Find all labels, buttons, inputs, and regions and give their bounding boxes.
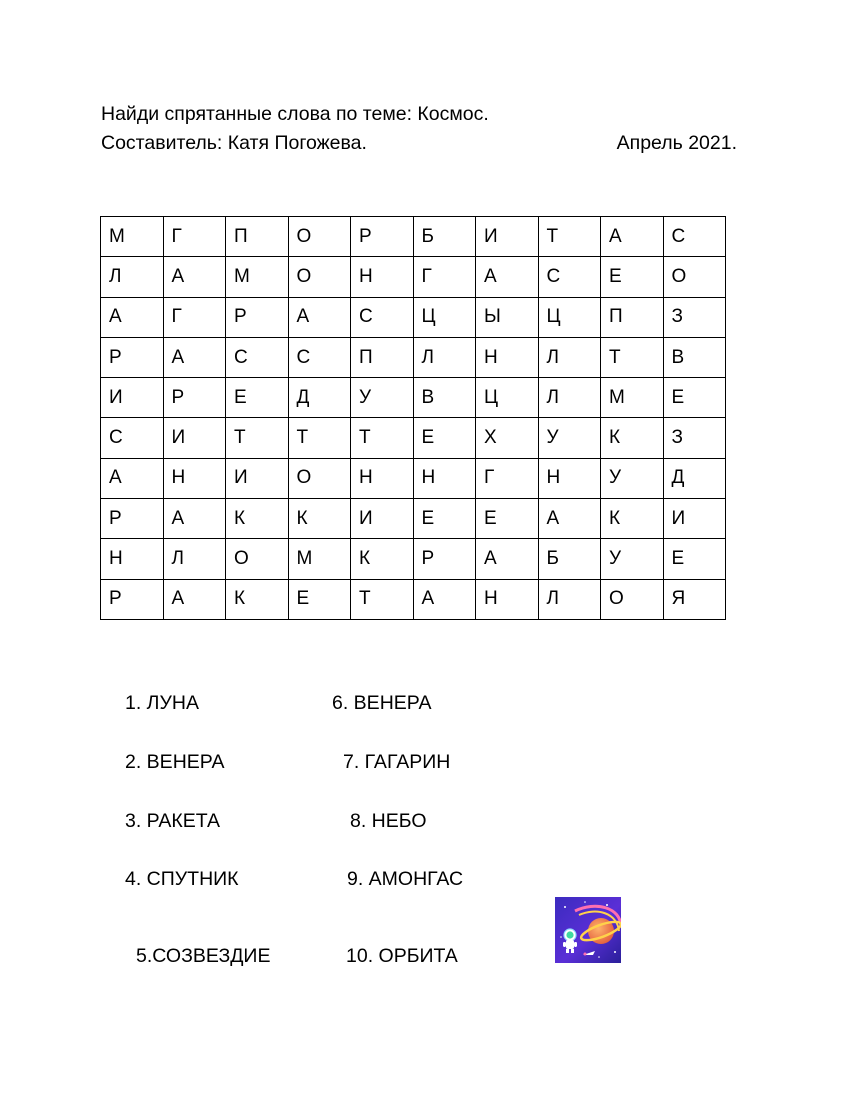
grid-cell: А bbox=[413, 579, 476, 619]
grid-cell: Е bbox=[226, 378, 289, 418]
grid-cell: И bbox=[351, 499, 414, 539]
grid-cell: К bbox=[351, 539, 414, 579]
grid-cell: Ы bbox=[476, 297, 539, 337]
grid-row bbox=[101, 217, 726, 257]
grid-cell: Н bbox=[413, 458, 476, 498]
grid-cell: Н bbox=[351, 458, 414, 498]
author-line: Составитель: Катя Погожева. bbox=[101, 132, 367, 154]
grid-cell: Р bbox=[226, 297, 289, 337]
grid-cell: О bbox=[663, 257, 726, 297]
grid-cell: В bbox=[413, 378, 476, 418]
word-item: 8. НЕБО bbox=[350, 810, 427, 832]
grid-cell: Р bbox=[101, 579, 164, 619]
worksheet-date: Апрель 2021. bbox=[616, 132, 737, 154]
grid-cell: О bbox=[288, 217, 351, 257]
word-item: 9. АМОНГАС bbox=[347, 868, 464, 890]
word-item: 3. РАКЕТА bbox=[125, 810, 221, 832]
grid-cell: А bbox=[101, 458, 164, 498]
grid-cell: Ц bbox=[476, 378, 539, 418]
grid-cell: А bbox=[288, 297, 351, 337]
grid-cell: Л bbox=[538, 337, 601, 377]
grid-cell: С bbox=[288, 337, 351, 377]
grid-cell: А bbox=[476, 257, 539, 297]
grid-cell: Т bbox=[351, 418, 414, 458]
grid-cell: Е bbox=[476, 499, 539, 539]
grid-cell: С bbox=[101, 418, 164, 458]
grid-cell: Е bbox=[601, 257, 664, 297]
grid-cell: Л bbox=[413, 337, 476, 377]
grid-cell: Г bbox=[476, 458, 539, 498]
grid-cell: О bbox=[288, 257, 351, 297]
grid-cell: А bbox=[163, 257, 226, 297]
grid-cell: Г bbox=[163, 297, 226, 337]
grid-cell: Т bbox=[288, 418, 351, 458]
grid-cell: Н bbox=[351, 257, 414, 297]
grid-row bbox=[101, 418, 726, 458]
grid-cell: К bbox=[601, 499, 664, 539]
grid-cell: К bbox=[226, 579, 289, 619]
grid-cell: Д bbox=[288, 378, 351, 418]
grid-cell: Р bbox=[101, 337, 164, 377]
grid-cell: А bbox=[163, 499, 226, 539]
grid-cell: М bbox=[101, 217, 164, 257]
grid-cell: С bbox=[351, 297, 414, 337]
word-item: 2. ВЕНЕРА bbox=[125, 751, 225, 773]
author-date-line bbox=[101, 131, 737, 155]
grid-cell: А bbox=[476, 539, 539, 579]
grid-cell: У bbox=[351, 378, 414, 418]
grid-cell: И bbox=[101, 378, 164, 418]
grid-cell: Л bbox=[538, 378, 601, 418]
grid-cell: Б bbox=[413, 217, 476, 257]
grid-cell: Н bbox=[476, 579, 539, 619]
word-item: 5.СОЗВЕЗДИЕ bbox=[136, 945, 271, 967]
grid-cell: С bbox=[538, 257, 601, 297]
word-item: 10. ОРБИТА bbox=[346, 945, 458, 967]
grid-cell: Р bbox=[351, 217, 414, 257]
grid-cell: Л bbox=[538, 579, 601, 619]
grid-cell: Ц bbox=[413, 297, 476, 337]
grid-cell: Е bbox=[413, 499, 476, 539]
grid-cell: Д bbox=[663, 458, 726, 498]
word-item: 6. ВЕНЕРА bbox=[332, 692, 432, 714]
word-item: 4. СПУТНИК bbox=[125, 868, 239, 890]
grid-cell: Е bbox=[663, 539, 726, 579]
word-search-grid bbox=[100, 216, 726, 620]
grid-row bbox=[101, 579, 726, 619]
grid-cell: К bbox=[601, 418, 664, 458]
grid-row bbox=[101, 257, 726, 297]
grid-cell: Н bbox=[163, 458, 226, 498]
grid-cell: О bbox=[226, 539, 289, 579]
grid-cell: П bbox=[351, 337, 414, 377]
grid-cell: К bbox=[226, 499, 289, 539]
grid-cell: С bbox=[226, 337, 289, 377]
grid-cell: Я bbox=[663, 579, 726, 619]
grid-cell: Р bbox=[413, 539, 476, 579]
grid-cell: П bbox=[226, 217, 289, 257]
grid-cell: Т bbox=[351, 579, 414, 619]
grid-cell: Т bbox=[538, 217, 601, 257]
grid-cell: Н bbox=[538, 458, 601, 498]
grid-cell: Е bbox=[663, 378, 726, 418]
grid-cell: М bbox=[601, 378, 664, 418]
grid-cell: А bbox=[538, 499, 601, 539]
grid-cell: М bbox=[288, 539, 351, 579]
grid-cell: Х bbox=[476, 418, 539, 458]
grid-cell: А bbox=[601, 217, 664, 257]
grid-row bbox=[101, 337, 726, 377]
grid-cell: К bbox=[288, 499, 351, 539]
grid-row bbox=[101, 458, 726, 498]
grid-row bbox=[101, 297, 726, 337]
worksheet-title: Найди спрятанные слова по теме: Космос. bbox=[101, 103, 489, 125]
grid-cell: М bbox=[226, 257, 289, 297]
grid-cell: Г bbox=[163, 217, 226, 257]
grid-cell: У bbox=[538, 418, 601, 458]
word-item: 7. ГАГАРИН bbox=[343, 751, 451, 773]
grid-cell: Л bbox=[101, 257, 164, 297]
grid-cell: С bbox=[663, 217, 726, 257]
grid-cell: И bbox=[163, 418, 226, 458]
grid-cell: Р bbox=[163, 378, 226, 418]
grid-cell: В bbox=[663, 337, 726, 377]
grid-cell: Т bbox=[601, 337, 664, 377]
grid-cell: Т bbox=[226, 418, 289, 458]
grid-cell: Е bbox=[413, 418, 476, 458]
grid-cell: О bbox=[601, 579, 664, 619]
grid-cell: Ц bbox=[538, 297, 601, 337]
grid-row bbox=[101, 539, 726, 579]
grid-cell: А bbox=[163, 579, 226, 619]
grid-cell: Б bbox=[538, 539, 601, 579]
word-item: 1. ЛУНА bbox=[125, 692, 199, 714]
grid-cell: З bbox=[663, 418, 726, 458]
grid-cell: И bbox=[226, 458, 289, 498]
grid-cell: Л bbox=[163, 539, 226, 579]
grid-cell: Н bbox=[476, 337, 539, 377]
grid-cell: О bbox=[288, 458, 351, 498]
grid-cell: А bbox=[163, 337, 226, 377]
grid-cell: Е bbox=[288, 579, 351, 619]
grid-cell: И bbox=[476, 217, 539, 257]
grid-cell: П bbox=[601, 297, 664, 337]
grid-cell: З bbox=[663, 297, 726, 337]
space-astronaut-saturn-icon bbox=[555, 897, 621, 963]
grid-row bbox=[101, 499, 726, 539]
grid-cell: Р bbox=[101, 499, 164, 539]
grid-cell: И bbox=[663, 499, 726, 539]
grid-cell: У bbox=[601, 458, 664, 498]
grid-cell: Н bbox=[101, 539, 164, 579]
grid-row bbox=[101, 378, 726, 418]
grid-cell: Г bbox=[413, 257, 476, 297]
grid-cell: У bbox=[601, 539, 664, 579]
grid-cell: А bbox=[101, 297, 164, 337]
